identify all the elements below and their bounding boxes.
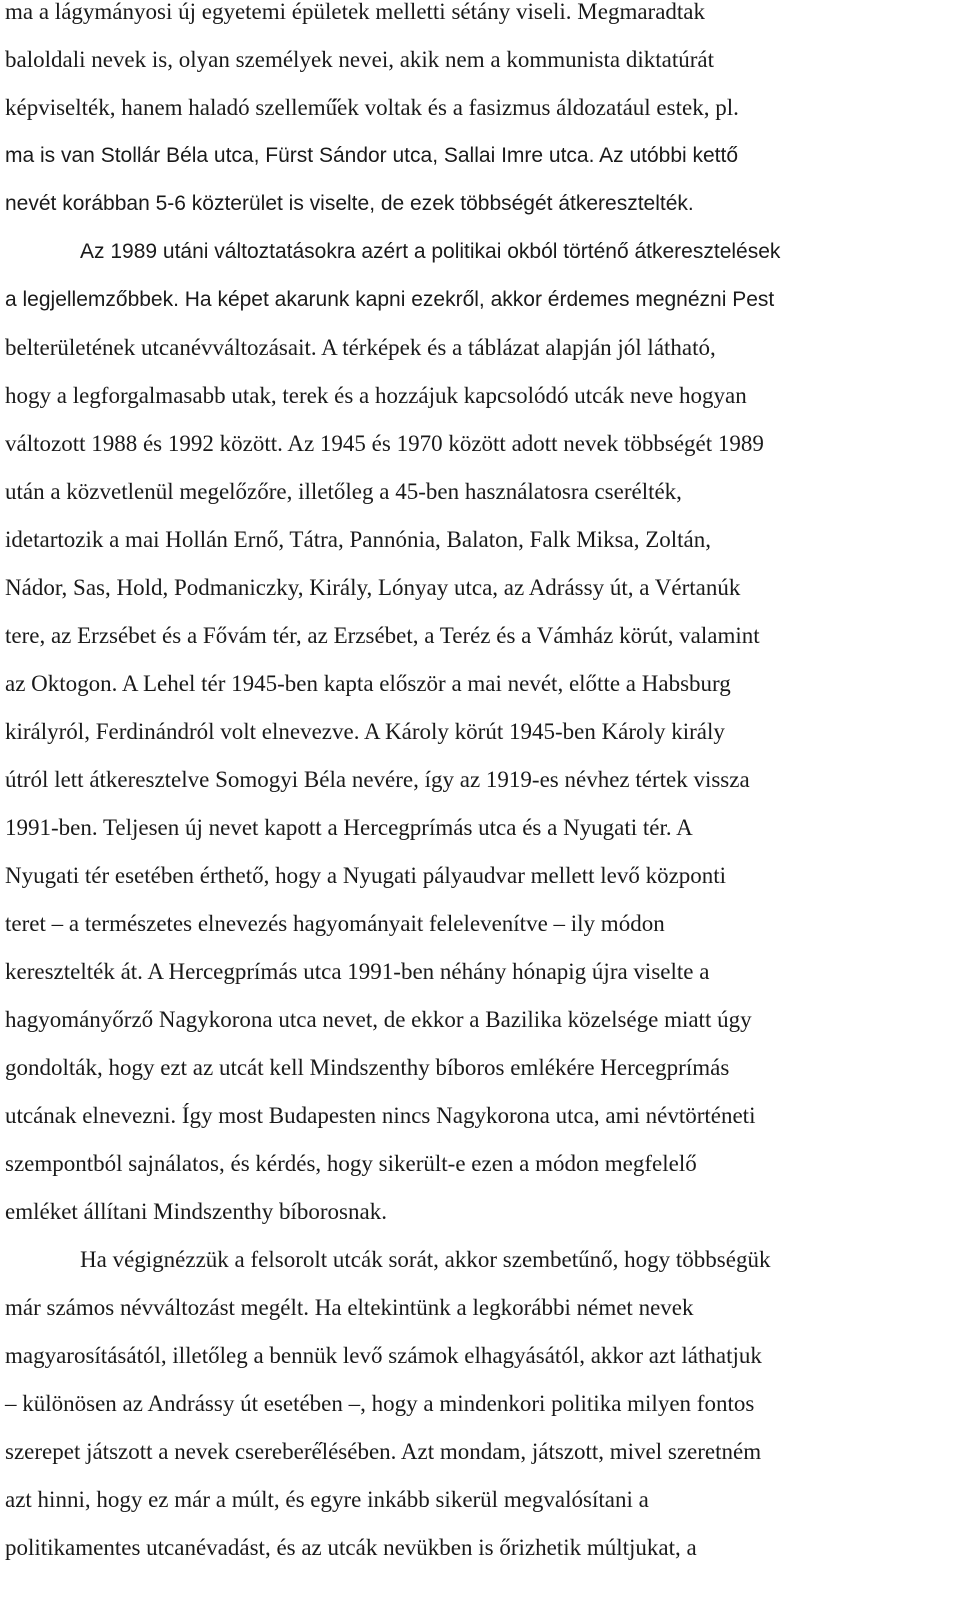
text-line: – különösen az Andrássy út esetében –, hogy a mindenkori politika milyen fontos [5,1391,755,1416]
text-line: magyarosításától, illetőleg a bennük levő számok elhagyásától, akkor azt láthatjuk [5,1343,762,1368]
text-line: után a közvetlenül megelőzőre, illetőleg a 45-ben használatosra cserélték, [5,479,682,504]
text-line: 1991-ben. Teljesen új nevet kapott a Hercegprímás utca és a Nyugati tér. A [5,815,693,840]
text-line: útról lett átkeresztelve Somogyi Béla nevére, így az 1919-es névhez tértek vissza [5,767,750,792]
text-line: azt hinni, hogy ez már a múlt, és egyre inkább sikerül megvalósítani a [5,1487,649,1512]
text-line: tere, az Erzsébet és a Fővám tér, az Erzsébet, a Teréz és a Vámház körút, valamint [5,623,760,648]
text-line: Nyugati tér esetében érthető, hogy a Nyugati pályaudvar mellett levő központi [5,863,727,888]
text-line: hogy a legforgalmasabb utak, terek és a hozzájuk kapcsolódó utcák neve hogyan [5,383,747,408]
text-line: ma a lágymányosi új egyetemi épületek melletti sétány viseli. Megmaradtak [5,0,706,24]
text-line: képviselték, hanem haladó szellemű̋ek voltak és a fasizmus áldozatául estek, pl. [5,95,739,120]
text-line: gondolták, hogy ezt az utcát kell Mindszenthy bíboros emlékére Hercegprímás [5,1055,730,1080]
text-line: hagyományőrző Nagykorona utca nevet, de ekkor a Bazilika közelsége miatt úgy [5,1007,752,1032]
text-line: idetartozik a mai Hollán Ernő, Tátra, Pannónia, Balaton, Falk Miksa, Zoltán, [5,527,712,552]
text-line: szempontból sajnálatos, és kérdés, hogy sikerült-e ezen a módon megfelelő [5,1151,697,1176]
text-line: Ha végignézzük a felsorolt utcák sorát, akkor szembetűnő, hogy többségük [80,1247,771,1272]
text-line: Az 1989 utáni változtatásokra azért a politikai okból történő átkeresztelések [80,240,781,263]
text-line: Nádor, Sas, Hold, Podmaniczky, Király, Lónyay utca, az Adrássy út, a Vértanúk [5,575,741,600]
text-line: belterületének utcanévváltozásait. A térképek és a táblázat alapján jól látható, [5,335,716,360]
text-line: a legjellemzőbbek. Ha képet akarunk kapni ezekről, akkor érdemes megnézni Pest [5,288,775,311]
text-line: már számos névváltozást megélt. Ha eltekintünk a legkorábbi német nevek [5,1295,694,1320]
text-line: változott 1988 és 1992 között. Az 1945 és 1970 között adott nevek többségét 1989 [5,431,764,456]
text-line: politikamentes utcanévadást, és az utcák nevükben is őrizhetik múltjukat, a [5,1535,697,1560]
text-line: emléket állítani Mindszenthy bíborosnak. [5,1199,387,1224]
text-line: ma is van Stollár Béla utca, Fürst Sándor utca, Sallai Imre utca. Az utóbbi kettő [5,144,739,167]
text-line: szerepet játszott a nevek cserebere̋lésében. Azt mondam, játszott, mivel szeretném [5,1439,762,1464]
text-line: keresztelték át. A Hercegprímás utca 1991-ben néhány hónapig újra viselte a [5,959,710,984]
text-line: királyról, Ferdinándról volt elnevezve. A Károly körút 1945-ben Károly király [5,719,725,744]
text-line: utcának elnevezni. Így most Budapesten nincs Nagykorona utca, ami névtörténeti [5,1103,756,1128]
text-line: az Oktogon. A Lehel tér 1945-ben kapta először a mai nevét, előtte a Habsburg [5,671,731,696]
text-line: teret – a természetes elnevezés hagyományait felelevenítve – ily módon [5,911,665,936]
text-line: baloldali nevek is, olyan személyek nevei, akik nem a kommunista diktatúrát [5,47,714,72]
text-line: nevét korábban 5-6 közterület is viselte, de ezek többségét átkeresztelték. [5,192,694,215]
